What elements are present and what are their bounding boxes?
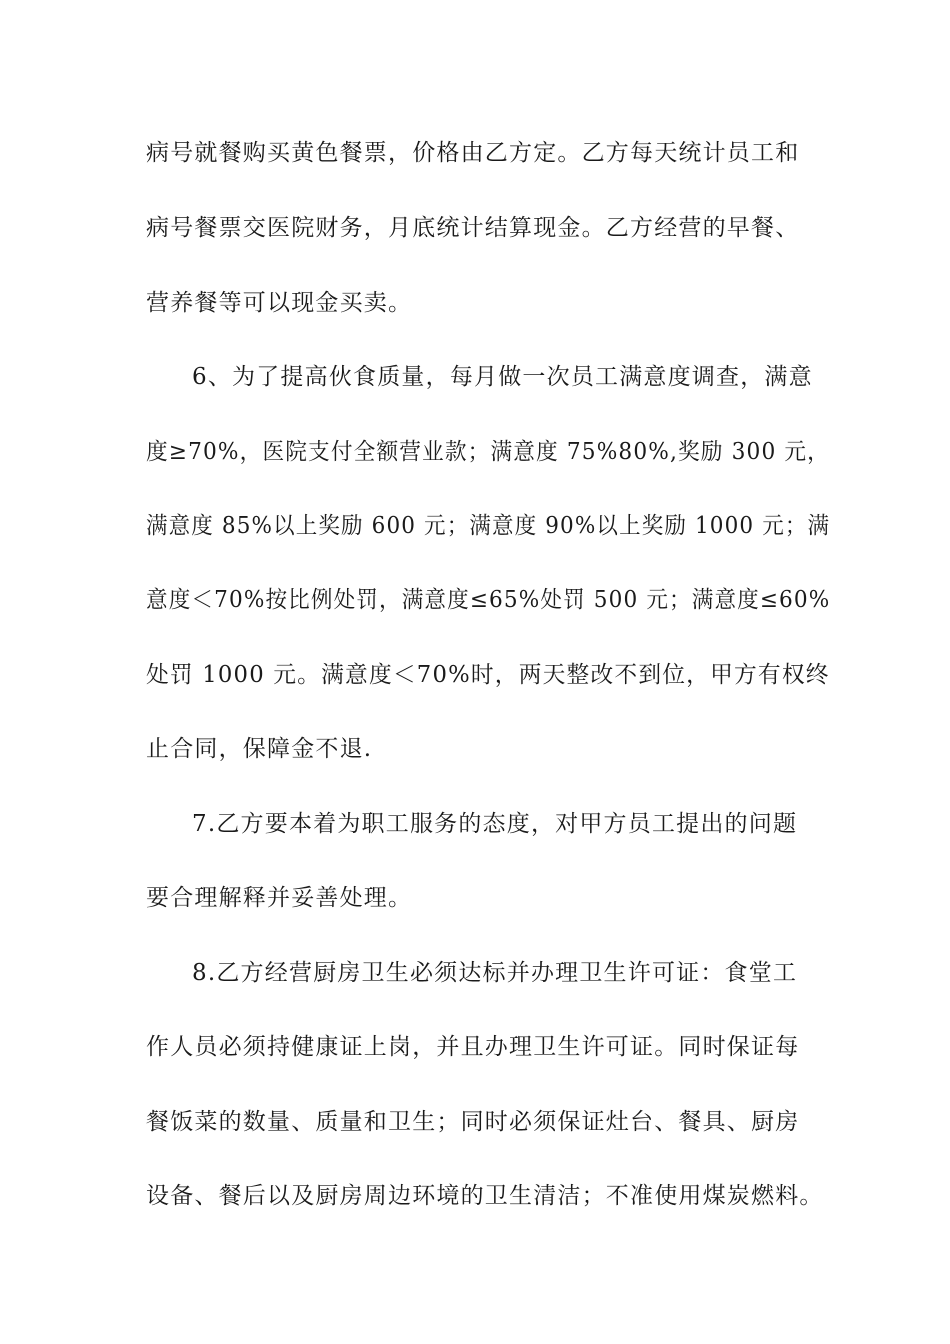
text-line: 营养餐等可以现金买卖。	[146, 290, 413, 316]
text-line: 7.乙方要本着为职工服务的态度，对甲方员工提出的问题	[192, 811, 798, 837]
text-line: 餐饭菜的数量、质量和卫生；同时必须保证灶台、餐具、厨房	[146, 1109, 800, 1135]
text-line: 设备、餐后以及厨房周边环境的卫生清洁；不准使用煤炭燃料。	[146, 1183, 824, 1209]
text-line: 要合理解释并妥善处理。	[146, 885, 413, 911]
text-line: 意度＜70%按比例处罚，满意度≤65%处罚 500 元；满意度≤60%	[146, 587, 831, 613]
text-line: 满意度 85%以上奖励 600 元；满意度 90%以上奖励 1000 元；满	[146, 513, 831, 539]
text-line: 8.乙方经营厨房卫生必须达标并办理卫生许可证：食堂工	[192, 960, 798, 986]
text-line: 度≥70%，医院支付全额营业款；满意度 75%80%,奖励 300 元，	[146, 439, 830, 465]
text-line: 止合同，保障金不退.	[146, 736, 373, 762]
text-line: 病号餐票交医院财务，月底统计结算现金。乙方经营的早餐、	[146, 215, 800, 241]
text-line: 病号就餐购买黄色餐票，价格由乙方定。乙方每天统计员工和	[146, 140, 800, 166]
text-line: 6、为了提高伙食质量，每月做一次员工满意度调查，满意	[192, 364, 813, 390]
text-line: 处罚 1000 元。满意度＜70%时，两天整改不到位，甲方有权终	[146, 662, 830, 688]
text-line: 作人员必须持健康证上岗，并且办理卫生许可证。同时保证每	[146, 1034, 800, 1060]
